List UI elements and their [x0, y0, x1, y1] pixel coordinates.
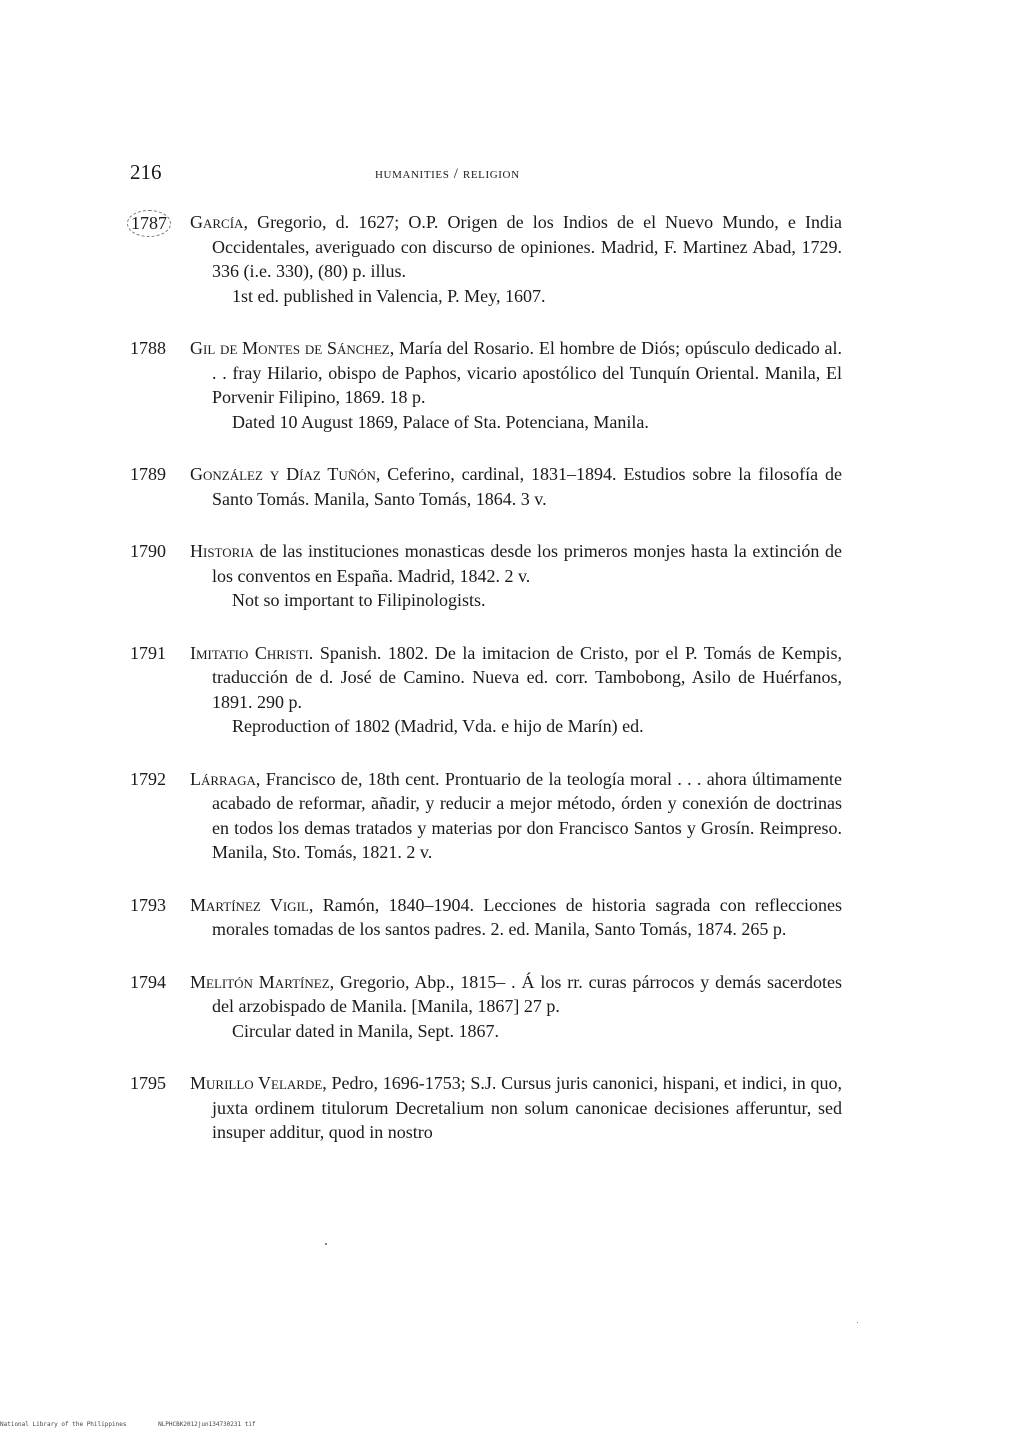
- footer-library: National Library of the Philippines: [0, 1421, 127, 1428]
- entry-1792: [0, 767, 1023, 865]
- entry-author: Gil de Montes de Sánchez,: [190, 338, 395, 358]
- entry-text: Spanish. 1802. De la imitacion de Cristo, por el P. Tomás de Kempis, traducción de d. José de Camino. Nueva ed. corr. Tambobong, Asilo de Huérfanos, 1891. 290 p.: [212, 642, 842, 712]
- entry-text: Pedro, 1696-1753; S.J. Cursus juris canonici, hispani, et indici, in quo, juxta ordinem titulorum Decretalium non solum canonicae decisiones afferuntur, sed insuper additur, quod in nostro: [212, 1073, 842, 1142]
- entry-author: Martínez Vigil,: [190, 894, 314, 915]
- page-number: 216: [130, 160, 162, 184]
- entry-author: Imitatio Christi.: [190, 642, 314, 663]
- entry-number: 1791: [130, 642, 166, 663]
- entry-author: Historia: [190, 541, 255, 561]
- entry-note: Reproduction of 1802 (Madrid, Vda. e hijo de Marín) ed.: [232, 716, 644, 736]
- entry-text: de las instituciones monasticas desde los primeros monjes hasta la extinción de los conventos en España. Madrid, 1842. 2 v.: [212, 541, 842, 586]
- scan-speck: [325, 1243, 327, 1245]
- entry-1789: [0, 462, 1023, 511]
- entry-text: Ceferino, cardinal, 1831–1894. Estudios sobre la filosofía de Santo Tomás. Manila, Santo Tomás, 1864. 3 v.: [212, 464, 842, 509]
- entry-citation: [190, 767, 842, 865]
- entry-note: 1st ed. published in Valencia, P. Mey, 1607.: [232, 285, 546, 306]
- entry-citation: [190, 641, 842, 715]
- entry-note: Circular dated in Manila, Sept. 1867.: [232, 1020, 499, 1041]
- entry-number: 1793: [130, 894, 166, 915]
- entry-text: Francisco de, 18th cent. Prontuario de la teología moral . . . ahora últimamente acabado de reformar, añadir, y reducir a mejor método, órden y conexión de doctrinas en todos los demas tratados y materias por don Francisco Santos y Grosín. Reimpreso. Manila, Sto. Tomás, 1821. 2 v.: [212, 768, 842, 862]
- entry-citation: [190, 462, 842, 511]
- entry-citation: [190, 336, 842, 410]
- scan-footer: [0, 1421, 284, 1428]
- entry-citation: [190, 210, 842, 284]
- entry-number: 1790: [130, 541, 166, 561]
- bibliography-entries: [0, 210, 1023, 1173]
- entry-author: Lárraga,: [190, 768, 261, 789]
- entry-1793: [0, 893, 1023, 942]
- entry-number: 1789: [130, 464, 166, 484]
- entry-note: Not so important to Filipinologists.: [232, 590, 486, 610]
- entry-text: Gregorio, d. 1627; O.P. Origen de los Indios de el Nuevo Mundo, e India Occidentales, averiguado con discurso de opiniones. Madrid, F. Martinez Abad, 1729. 336 (i.e. 330), (80) p. illus.: [212, 212, 842, 281]
- entry-1788: [0, 336, 1023, 434]
- entry-text: Ramón, 1840–1904. Lecciones de historia sagrada con reflecciones morales tomadas de los santos padres. 2. ed. Manila, Santo Tomás, 1874. 265 p.: [212, 894, 842, 939]
- entry-number: 1795: [130, 1073, 166, 1093]
- entry-citation: [190, 539, 842, 588]
- entry-number: 1787: [127, 210, 171, 237]
- entry-text: María del Rosario. El hombre de Diós; opúsculo dedicado al. . . fray Hilario, obispo de Paphos, vicario apostólico del Tunquín Oriental. Manila, El Porvenir Filipino, 1869. 18 p.: [212, 338, 842, 407]
- entry-1791: [0, 641, 1023, 739]
- entry-citation: [190, 1071, 842, 1145]
- entry-1790: [0, 539, 1023, 613]
- entry-number: 1794: [130, 971, 166, 992]
- entry-citation: [190, 970, 842, 1019]
- entry-1787: [0, 210, 1023, 308]
- entry-author: Melitón Martínez,: [190, 971, 335, 992]
- entry-number: 1792: [130, 768, 166, 789]
- entry-1795: [0, 1071, 1023, 1145]
- entry-citation: [190, 893, 842, 942]
- entry-text: Gregorio, Abp., 1815– . Á los rr. curas párrocos y demás sacerdotes del arzobispado de Manila. [Manila, 1867] 27 p.: [212, 971, 842, 1016]
- footer-file-id: NLPHCBK2012jun134730231 tif: [158, 1421, 256, 1428]
- entry-author: García,: [190, 212, 248, 232]
- entry-1794: [0, 970, 1023, 1044]
- scan-speck: [857, 1322, 858, 1323]
- entry-number: 1788: [130, 338, 166, 358]
- running-head: humanities / religion: [375, 166, 520, 182]
- entry-note: Dated 10 August 1869, Palace of Sta. Potenciana, Manila.: [232, 411, 649, 432]
- entry-author: González y Díaz Tuñón,: [190, 464, 381, 484]
- entry-author: Murillo Velarde,: [190, 1073, 327, 1093]
